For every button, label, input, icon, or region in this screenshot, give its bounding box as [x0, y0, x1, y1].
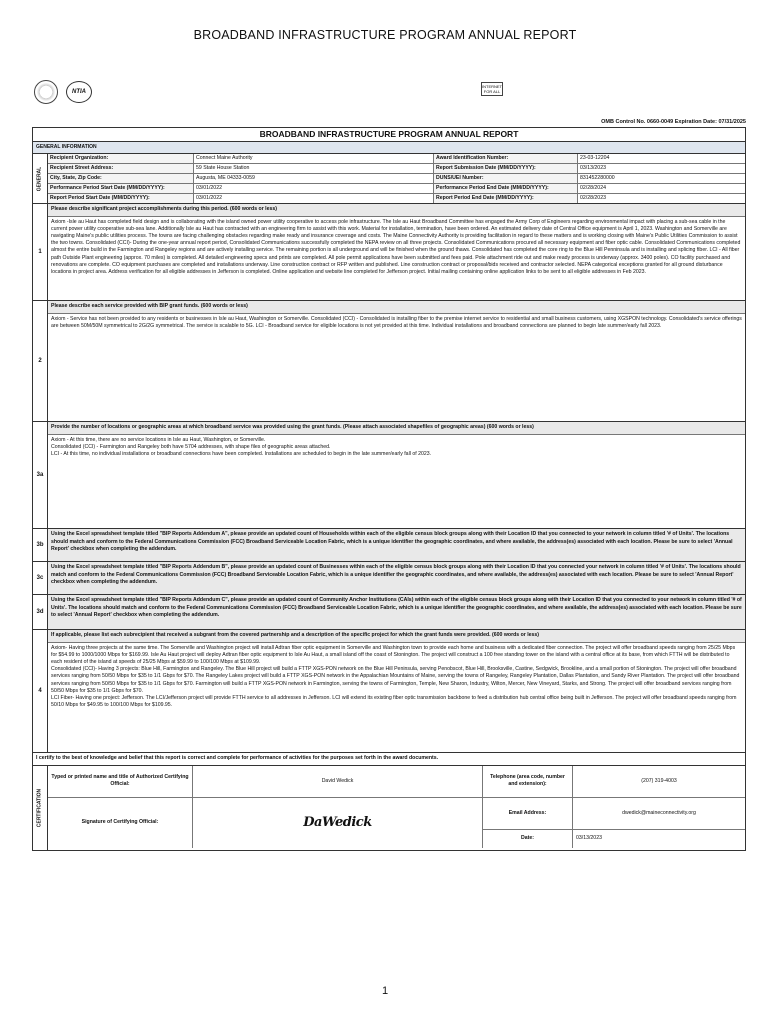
field-value: 831452280000: [578, 174, 745, 184]
question-answer: Axiom - At this time, there are no service locations in Isle au Haut, Washington, or Somerville. Consolidated (CCI) - Farmington and Rangeley both have 5704 addresses, with shape files of geographic areas attached. LCI - At this time, no individual installations or broadband connections have been completed. Installations are scheduled to begin in the late summer/early fall of 2023.: [51, 436, 432, 458]
field-label: City, State, Zip Code:: [48, 174, 194, 184]
field-label: Award Identification Number:: [434, 154, 578, 164]
question-3d: [33, 595, 745, 630]
page-title: BROADBAND INFRASTRUCTURE PROGRAM ANNUAL REPORT: [193, 28, 577, 42]
question-number: 3d: [33, 595, 48, 629]
question-prompt: If applicable, please list each subrecipient that received a subgrant from the covered partnership and a description of the specific project for which the grant funds were provided. (600 words or less): [48, 630, 745, 642]
signature-image: [193, 798, 483, 848]
field-value: 02/28/2023: [580, 195, 606, 202]
omb-control-number: OMB Control No. 0660-0049 Expiration Date: 07/31/2025: [601, 119, 746, 125]
question-prompt: Provide the number of locations or geographic areas at which broadband service was provided using the grant funds. (Please attach associated shapefiles of geographic areas) (600 words or less): [48, 422, 745, 434]
question-answer: Axiom- Having three projects at the same time. The Somerville and Washington project will install Adtran fiber optic equipment in Somerville and Washington town to provide each home and business with a dedicated fiber connection. The project will offer broadband speeds ranging from 25/25 Mbps for $54.99 to 1000/1000 Mbps for $169.99. Isle Au Haut project will deploy Adtran fiber optic equipment to Isle Au Haut, a small island off the coast of Stonington. The project will construct a 100 free standing tower on the island with a central office at its base, from which FTTH will be distributed to each resident of the island at speeds of 25/25 Mbps at $59.99 to 100/100 Mbps at $109.99. Consolidated (CCI)- Having 3 projects: Blue Hill, Farmington and Rangeley. The Blue Hill project will build a FTTP XGS-PON network on the Blue Hill Peninsula, serving Penobscot, Blue Hill, Brooksville, Castine, Sedgwick, Brookline, and a small portion of Stonington. The project will offer broadband services ranging from 50/50 Mbps for $35 to 1/1 Gbps for $70. The Rangeley Lakes project will build a FTTP XGS-PON network in the Appalachian Mountains of Maine, serving the towns of Rangeley, Rangeley Plantation, Dallas Plantation, and Sandy River Plantation. The project will offer broadband services ranging from 50/50 Mbps for $35 to 1/1 Gbps for $70. Farmington will build a FTTP XGS-PON network in Farmington, serving the towns of Farmington, Temple, New Sharon, Industry, Wilton, Mercer, New Vineyard, Starks, and Strong. The project will offer broadband services ranging from 50/50 Mbps for $35 to 1/1 Gbps for $70. LCI Fiber- Having one project: Jefferson. The LCI/Jefferson project will provide FTTH service to all addresses in Jefferson. LCI will extend its existing fiber optic transmission backbone to feed a distribution hub central office being built in Jefferson. The project will offer broadband speeds ranging from 50/10 Mbps for $49.95 to 100/100 Mbps for $109.95.: [51, 644, 740, 709]
question-number: 4: [33, 630, 48, 752]
question-number: 3a: [33, 422, 48, 528]
field-value: 02/28/2024: [578, 184, 745, 194]
field-label: Performance Period Start Date (MM/DD/YYYY):: [48, 184, 194, 194]
name-label: Typed or printed name and title of Authorized Certifying Official:: [48, 766, 193, 798]
field-label: DUNS/UEI Number:: [434, 174, 578, 184]
email-value: dwedick@maineconnectivity.org: [573, 798, 745, 830]
question-prompt: Using the Excel spreadsheet template titled "BIP Reports Addendum A", please provide an updated count of Households within each of the eligible census block groups along with their Location ID that you connected to your network in column titled '# of Units'. The locations should match and conform to the Federal Communications Commission (FCC) Broadband Serviceable Location Fabric, which is a unique identifier the geographic coordinates, and where available, the address(es) associated with each location. Please be sure to select 'Annual Report' checkbox when completing the addendum.: [48, 529, 745, 561]
field-label: Recipient Street Address:: [48, 164, 194, 174]
field-label: Recipient Organization:: [48, 154, 194, 164]
field-value: 03/13/2023: [578, 164, 745, 174]
question-number: 3c: [33, 562, 48, 594]
question-4: [33, 630, 745, 753]
question-number: 3b: [33, 529, 48, 561]
signature: DaWedick: [303, 815, 372, 830]
field-value: 03/01/2022: [194, 194, 434, 203]
question-3b: [33, 529, 745, 562]
logo-group: [34, 80, 92, 104]
form-title: BROADBAND INFRASTRUCTURE PROGRAM ANNUAL REPORT: [33, 128, 745, 142]
report-form: [32, 127, 746, 851]
question-answer: Axiom - Service has not been provided to any residents or businesses in Isle au Haut, Washington or Somerville. Consolidated (CCI) - Consolidated is installing fiber to the premise internet service to residential and small business customers, using XGSPON technology. Consolidated's service offerings are between 50M/50M symmetrical to 2G/2G symmetrical. The service is scalable to 5G. LCI - Broadband service for eligible locations is not yet provided at this time. Individual installations and broadband connections are planned to begin late summer/early fall 2023.: [51, 315, 742, 329]
field-value: 03/01/2022: [194, 184, 434, 194]
internet-for-all-logo: INTERNET FOR ALL: [482, 84, 502, 94]
ntia-logo: NTIA: [66, 81, 92, 103]
field-label: Performance Period End Date (MM/DD/YYYY):: [434, 184, 578, 194]
field-label: Report Submission Date (MM/DD/YYYY):: [434, 164, 578, 174]
phone-label: Telephone (area code, number and extension):: [483, 766, 573, 798]
field-label: Report Period End Date (MM/DD/YYYY):: [434, 194, 578, 203]
name-value: David Wedick: [193, 766, 483, 798]
question-number: 1: [33, 204, 48, 300]
phone-value: (207) 319-4003: [573, 766, 745, 798]
field-value: Augusta, ME 04333-0059: [194, 174, 434, 184]
email-label: Email Address:: [483, 798, 573, 830]
question-number: 2: [33, 301, 48, 421]
question-1: [33, 204, 745, 301]
field-label: Report Period Start Date (MM/DD/YYYY):: [48, 194, 194, 203]
date-label: Date:: [483, 830, 573, 848]
signature-label: Signature of Certifying Official:: [48, 798, 193, 848]
question-prompt: Using the Excel spreadsheet template titled "BIP Reports Addendum C", please provide an updated count of Community Anchor Institutions (CAIs) within each of the eligible census block groups along with their Location ID that you connected to your network in column titled '# of Units'. The locations should match and conform to the Federal Communications Commission (FCC) Broadband Serviceable Location Fabric, which is a unique identifier the geographic coordinates, and where available, the address(es) associated with each location. Please be sure to select 'Annual Report' checkbox when completing the addendum.: [48, 595, 745, 629]
general-side-label: GENERAL: [33, 154, 48, 203]
commerce-seal-icon: [34, 80, 58, 104]
field-value: 59 State House Station: [194, 164, 434, 174]
general-information-header: GENERAL INFORMATION: [33, 142, 745, 154]
question-3a: [33, 422, 745, 529]
certification-grid: [48, 766, 745, 850]
field-value: Connect Maine Authority: [194, 154, 434, 164]
question-prompt: Please describe each service provided with BIP grant funds. (600 words or less): [48, 301, 745, 313]
question-3c: [33, 562, 745, 595]
page-number: 1: [381, 985, 389, 997]
field-value: 23-03-12204: [578, 154, 745, 164]
general-information-grid: [48, 154, 745, 203]
question-prompt: Please describe significant project accomplishments during this period. (600 words or less): [48, 204, 745, 216]
general-information-section: [33, 154, 745, 204]
date-value: 03/13/2023: [576, 835, 602, 841]
question-prompt: Using the Excel spreadsheet template titled "BIP Reports Addendum B", please provide an updated count of Businesses within each of the eligible census block groups along with their Location ID that you connected your network in column titled '# of Units'. The locations should match and conform to the Federal Communications Commission (FCC) Broadband Serviceable Location Fabric, which is a unique identifier the geographic coordinates, and where available, the address(es) associated with each location. Please be sure to select 'Annual Report' checkbox when completing the addendum.: [48, 562, 745, 594]
certification-section: [33, 766, 745, 850]
certification-side-label: CERTIFICATION: [33, 766, 48, 850]
certification-statement: I certify to the best of knowledge and belief that this report is correct and complete for performance of activities for the purposes set forth in the award documents.: [33, 753, 745, 765]
question-answer: Axiom -Isle au Haut has completed field design and is collaborating with the island owned power utility cooperative to access pole infrastructure. The Isle au Haut Broadband Committee has engaged the Army Corp of Engineers regarding environmental impact with placing a sub-sea cable in the current power utility cooperative sub-sea lane. Additionally Isle au Haut has contracted with an engineering firm to assist with this work. Material for installation, termination, have been ordered. An estimated delivery date of Central Office equipment is April 1, 2023. Washington and Somerville are navigating Maine's public utilities process. The towns are facing challenging obstacles regarding make ready and insurance coverage and costs. The Maine Connectivity Authority is providing facilitation in regard to these matters and is working closing with Maine's Public Utilities Commission to assist the two towns. Consolidated (CCI)- During the one-year annual report period, Consolidated Communications successfully completed the NEPA review on all three projects. Consolidated Communications procured all necessary equipment and fiber optic cable. Consolidated Communications completed almost the entire build in the Farmington and Rangeley regions and are actively installing service. The remaining portion is all underground and will be finished when the ground thaws. Consolidated has completed the core ring to the Blue Hill Penninsula and is installing and splicing fiber. LCI - All fiber path Outside Plant engineering (approx. 70 miles) is completed. All detailed engineering specs and prints are completed. All pole permit applications have been submitted and fees paid. Pole attachment ride out and make ready process is underway (approx. 3400 poles). CO facility purchased and renovations are complete. CO equipment purchases are completed and installations underway. Line construction contract or RFP written and published. Line construction contract or proposal/bids received and contractor selected. NEPA categorical exceptions granted for all ground disturbance locations in project area. Address verification for all eligible addresses in Jefferson is completed. Online application and website line completed for Jefferson project. Initial mailing containing online application links to be sent to all eligible addresses in Feb 2023.: [51, 218, 741, 276]
question-2: [33, 301, 745, 422]
